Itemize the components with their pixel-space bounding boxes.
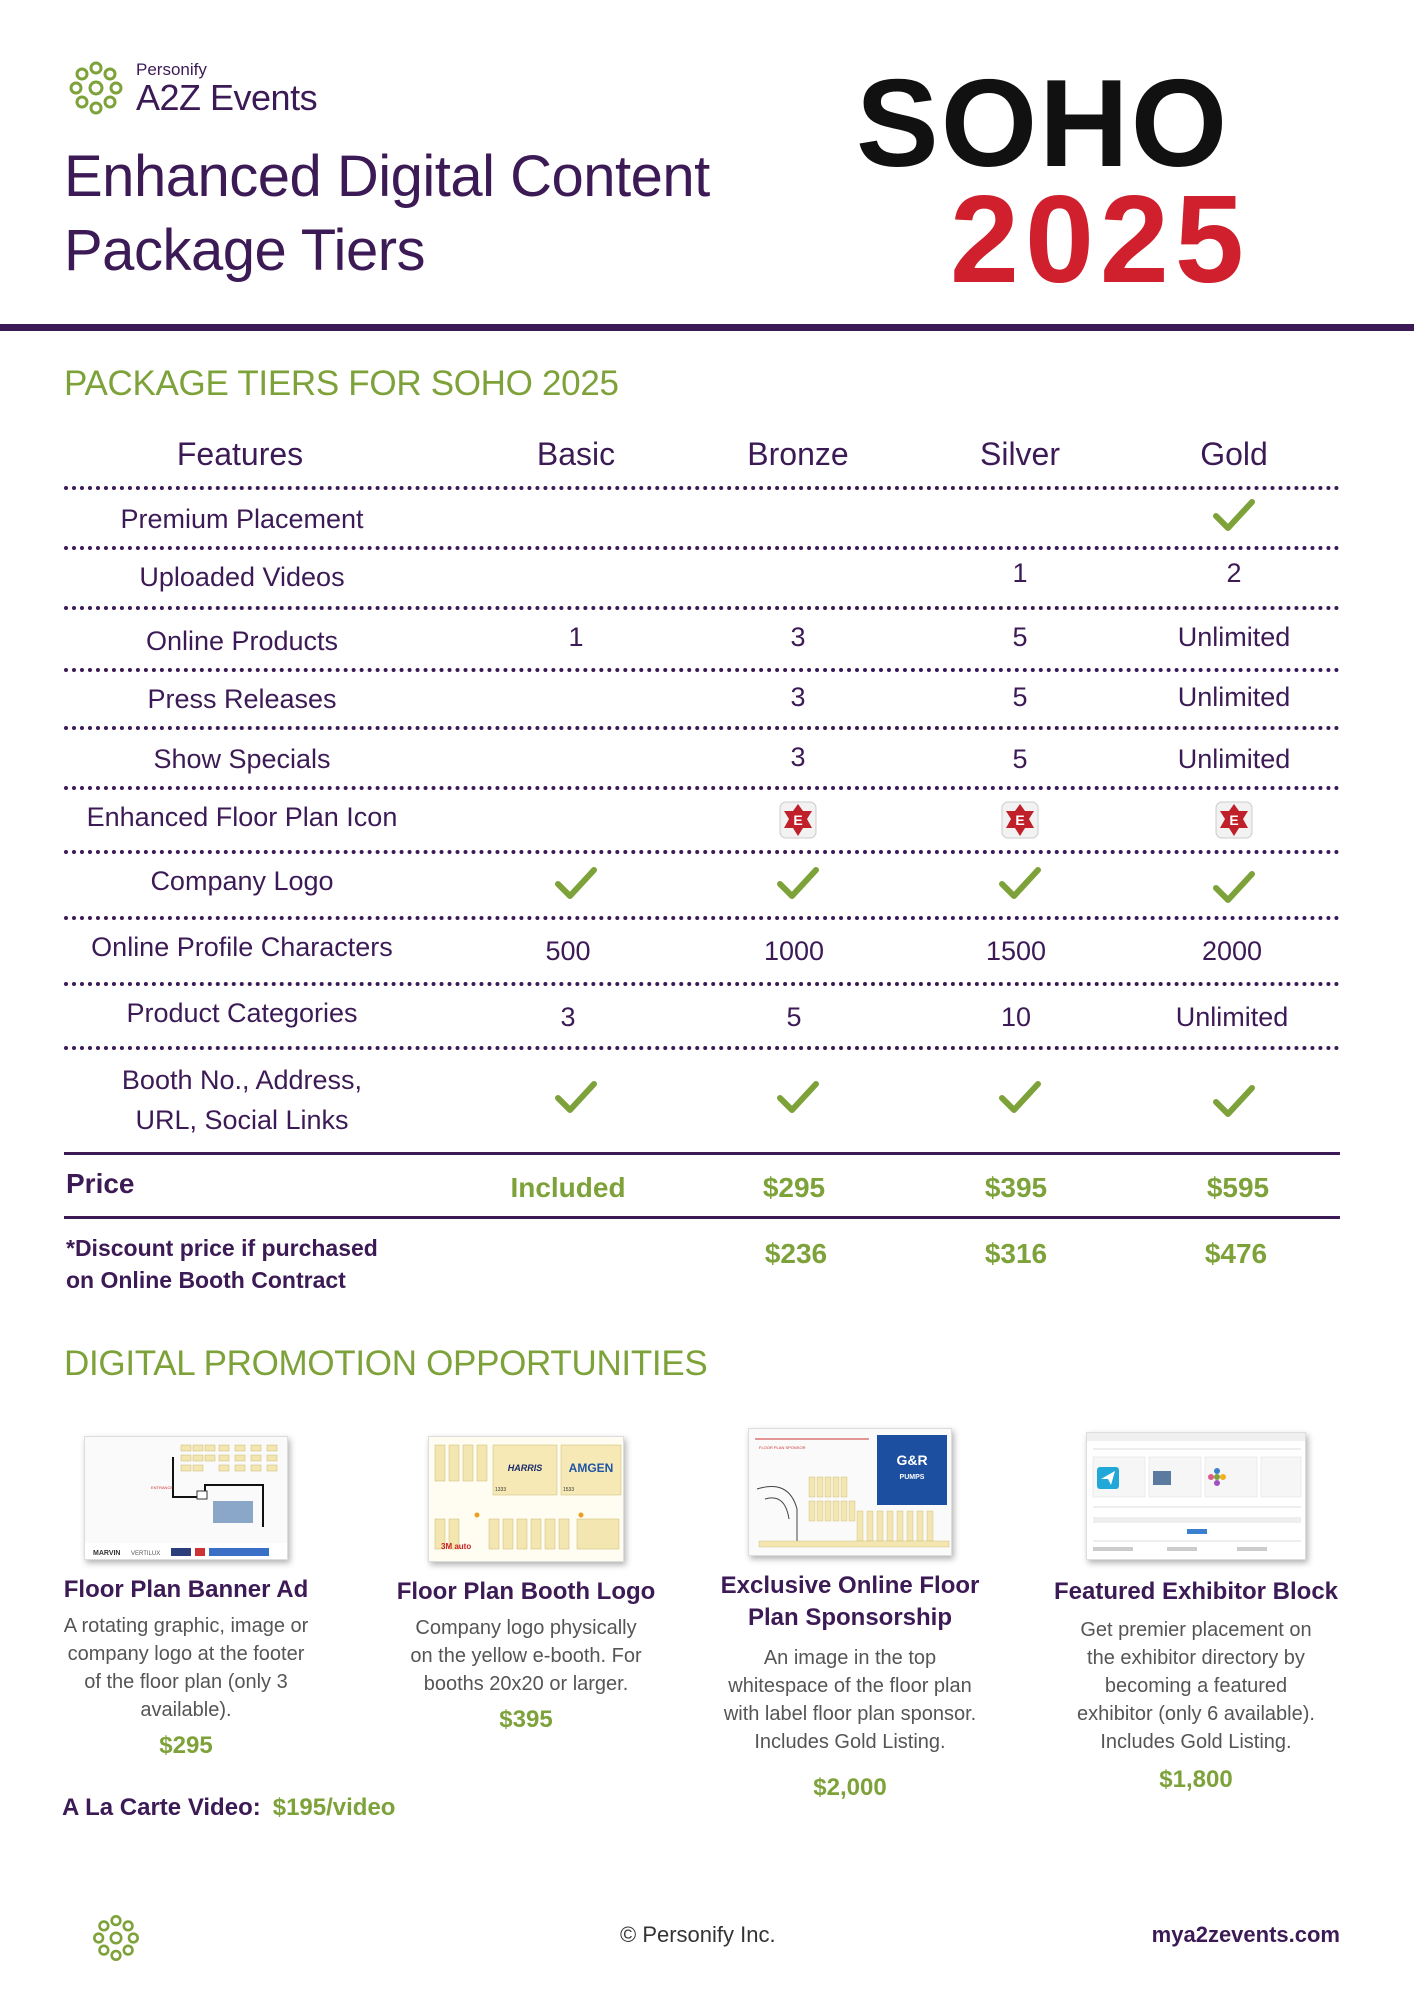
promo-description: Company logo physically on the yellow e-booth. For booths 20x20 or larger. <box>410 1617 642 1695</box>
promo-section-title: DIGITAL PROMOTION OPPORTUNITIES <box>64 1344 708 1383</box>
col-head-silver: Silver <box>979 436 1060 472</box>
promo-exclusive-floor-plan-sponsorship <box>700 1428 1000 1802</box>
gold-cell: 2 <box>1226 558 1242 588</box>
row-divider <box>64 606 1340 610</box>
svg-text:E: E <box>1229 812 1239 828</box>
bronze-cell: 1000 <box>763 936 825 966</box>
promo-price: $1,800 <box>1159 1766 1233 1793</box>
promo-price: $395 <box>499 1706 553 1733</box>
sponsor-logo-label: G&R <box>896 1452 928 1468</box>
row-divider <box>64 546 1340 550</box>
price-bottom-rule <box>64 1216 1340 1219</box>
promo-price: $2,000 <box>813 1774 887 1801</box>
basic-cell: 500 <box>545 936 591 966</box>
alacarte-video <box>62 1794 395 1822</box>
feature-label: Premium Placement <box>120 504 364 534</box>
feature-label: Press Releases <box>147 684 337 714</box>
feature-label: Product Categories <box>126 998 358 1028</box>
bronze-cell <box>688 1078 908 1125</box>
header-divider <box>0 324 1414 331</box>
floor-plan-sponsorship-thumbnail <box>748 1428 952 1556</box>
checkmark-icon <box>1212 496 1256 536</box>
booth-number-label: 1533 <box>563 1487 575 1493</box>
page-title <box>64 140 710 288</box>
sponsor-logo-label: PUMPS <box>899 1474 925 1481</box>
svg-text:ENTRANCE: ENTRANCE <box>151 1485 174 1490</box>
feature-label: Enhanced Floor Plan Icon <box>86 802 398 832</box>
brand-big-text: A2Z Events <box>136 76 318 118</box>
promo-price: $295 <box>159 1732 213 1759</box>
price-bronze: $295 <box>762 1172 826 1203</box>
row-divider <box>64 982 1340 986</box>
banner-sponsor-label: MARVIN <box>93 1550 121 1557</box>
silver-cell: 5 <box>1012 744 1028 774</box>
silver-cell: 10 <box>1000 1002 1032 1032</box>
promo-description: Get premier placement on the exhibitor directory by becoming a featured exhibitor (only 6 available). Includes Gold Listing. <box>1077 1619 1315 1753</box>
checkmark-icon <box>1212 1082 1256 1122</box>
footer-website-link[interactable]: mya2zevents.com <box>1151 1922 1340 1947</box>
price-basic: Included <box>510 1172 626 1203</box>
booth-number-label: 1333 <box>495 1487 507 1493</box>
bronze-cell: 3 <box>790 622 806 652</box>
package-section-title: PACKAGE TIERS FOR SOHO 2025 <box>64 364 619 403</box>
svg-text:E: E <box>1015 812 1025 828</box>
promo-description: A rotating graphic, image or company logo at the footer of the floor plan (only 3 available). <box>63 1615 309 1721</box>
col-head-gold: Gold <box>1200 436 1268 472</box>
silver-cell: 1500 <box>985 936 1047 966</box>
discount-label <box>66 1232 378 1296</box>
checkmark-icon <box>554 1078 598 1118</box>
price-label: Price <box>66 1168 135 1199</box>
booth-logo-label: AMGEN <box>568 1461 614 1475</box>
alacarte-price: $195/video <box>272 1794 396 1821</box>
checkmark-icon <box>776 1078 820 1118</box>
col-head-bronze: Bronze <box>747 436 849 472</box>
gold-cell <box>1124 496 1344 543</box>
silver-cell: 5 <box>1012 682 1028 712</box>
feature-label-line1: Booth No., Address, <box>121 1065 363 1095</box>
row-divider <box>64 786 1340 790</box>
gold-cell: 2000 <box>1201 936 1263 966</box>
silver-cell: 5 <box>1012 622 1028 652</box>
feature-label-line2: URL, Social Links <box>135 1105 349 1135</box>
gold-cell: Unlimited <box>1177 622 1291 652</box>
promo-floor-plan-booth-logo <box>376 1436 676 1734</box>
floor-plan-banner-thumbnail <box>84 1436 288 1560</box>
footer-copyright: © Personify Inc. <box>620 1922 776 1947</box>
discount-bronze: $236 <box>764 1238 828 1269</box>
promo-title: Floor Plan Booth Logo <box>396 1578 656 1605</box>
basic-cell: 1 <box>568 622 584 652</box>
booth-logo-label: 3M auto <box>441 1542 472 1551</box>
feature-label: Online Products <box>145 626 339 656</box>
discount-label-line1: *Discount price if purchased <box>66 1235 378 1261</box>
promo-title-line2: Plan Sponsorship <box>747 1604 953 1631</box>
svg-text:FLOOR PLAN SPONSOR: FLOOR PLAN SPONSOR <box>759 1445 806 1450</box>
promo-title-line1: Exclusive Online Floor <box>720 1572 980 1599</box>
enhanced-e-badge-icon <box>776 798 820 842</box>
checkmark-icon <box>776 864 820 904</box>
basic-cell: 3 <box>560 1002 576 1032</box>
silver-cell <box>910 864 1130 911</box>
brand-logo <box>66 58 317 118</box>
gold-cell: Unlimited <box>1177 682 1291 712</box>
bronze-cell <box>688 798 908 849</box>
checkmark-icon <box>998 1078 1042 1118</box>
bronze-cell: 5 <box>786 1002 802 1032</box>
checkmark-icon <box>1212 868 1256 908</box>
row-divider <box>64 850 1340 854</box>
event-year: 2025 <box>950 171 1250 309</box>
promo-description: An image in the top whitespace of the floor plan with label floor plan sponsor. Includes Gold Listing. <box>723 1647 977 1753</box>
gold-cell <box>1124 798 1344 849</box>
price-silver: $395 <box>984 1172 1048 1203</box>
gold-cell: Unlimited <box>1175 1002 1289 1032</box>
col-head-basic: Basic <box>536 436 616 472</box>
promo-featured-exhibitor-block <box>1046 1432 1346 1794</box>
banner-sponsor-label: VERTILUX <box>131 1551 161 1557</box>
row-divider <box>64 486 1340 490</box>
gold-cell <box>1124 868 1344 915</box>
price-top-rule <box>64 1152 1340 1155</box>
svg-text:E: E <box>793 812 803 828</box>
promo-title <box>700 1570 1000 1634</box>
feature-label: Company Logo <box>150 866 334 896</box>
gold-cell: Unlimited <box>1177 744 1291 774</box>
col-head-features: Features <box>176 436 304 472</box>
discount-silver: $316 <box>984 1238 1048 1269</box>
row-divider <box>64 668 1340 672</box>
checkmark-icon <box>998 864 1042 904</box>
row-divider <box>64 1046 1340 1050</box>
booth-logo-label: HARRIS <box>507 1463 543 1473</box>
bronze-cell: 3 <box>790 682 806 712</box>
flower-logo-icon <box>66 58 126 118</box>
brand-small-text: Personify <box>136 59 207 79</box>
featured-exhibitor-thumbnail <box>1086 1432 1306 1560</box>
bronze-cell: 3 <box>790 742 806 772</box>
row-divider <box>64 916 1340 920</box>
discount-gold: $476 <box>1204 1238 1268 1269</box>
basic-cell <box>466 1078 686 1125</box>
basic-cell <box>466 864 686 911</box>
page-title-line1: Enhanced Digital Content <box>64 144 710 209</box>
feature-label <box>64 1060 420 1140</box>
price-gold: $595 <box>1206 1172 1270 1203</box>
silver-cell <box>910 798 1130 849</box>
feature-label: Show Specials <box>153 744 331 774</box>
discount-label-line2: on Online Booth Contract <box>66 1267 346 1293</box>
flower-logo-icon <box>90 1912 142 1964</box>
promo-title: Floor Plan Banner Ad <box>63 1576 309 1603</box>
bronze-cell <box>688 864 908 911</box>
row-divider <box>64 726 1340 730</box>
feature-label: Online Profile Characters <box>91 932 393 962</box>
promo-floor-plan-banner-ad <box>36 1436 336 1760</box>
enhanced-e-badge-icon <box>1212 798 1256 842</box>
page-title-line2: Package Tiers <box>64 218 426 283</box>
gold-cell <box>1124 1082 1344 1129</box>
booth-logo-thumbnail <box>428 1436 624 1562</box>
feature-label: Uploaded Videos <box>139 562 345 592</box>
enhanced-e-badge-icon <box>998 798 1042 842</box>
silver-cell <box>910 1078 1130 1125</box>
checkmark-icon <box>554 864 598 904</box>
silver-cell: 1 <box>1012 558 1028 588</box>
promo-title: Featured Exhibitor Block <box>1053 1578 1339 1605</box>
event-name: SOHO <box>856 55 1230 193</box>
alacarte-label: A La Carte Video: <box>62 1794 261 1821</box>
